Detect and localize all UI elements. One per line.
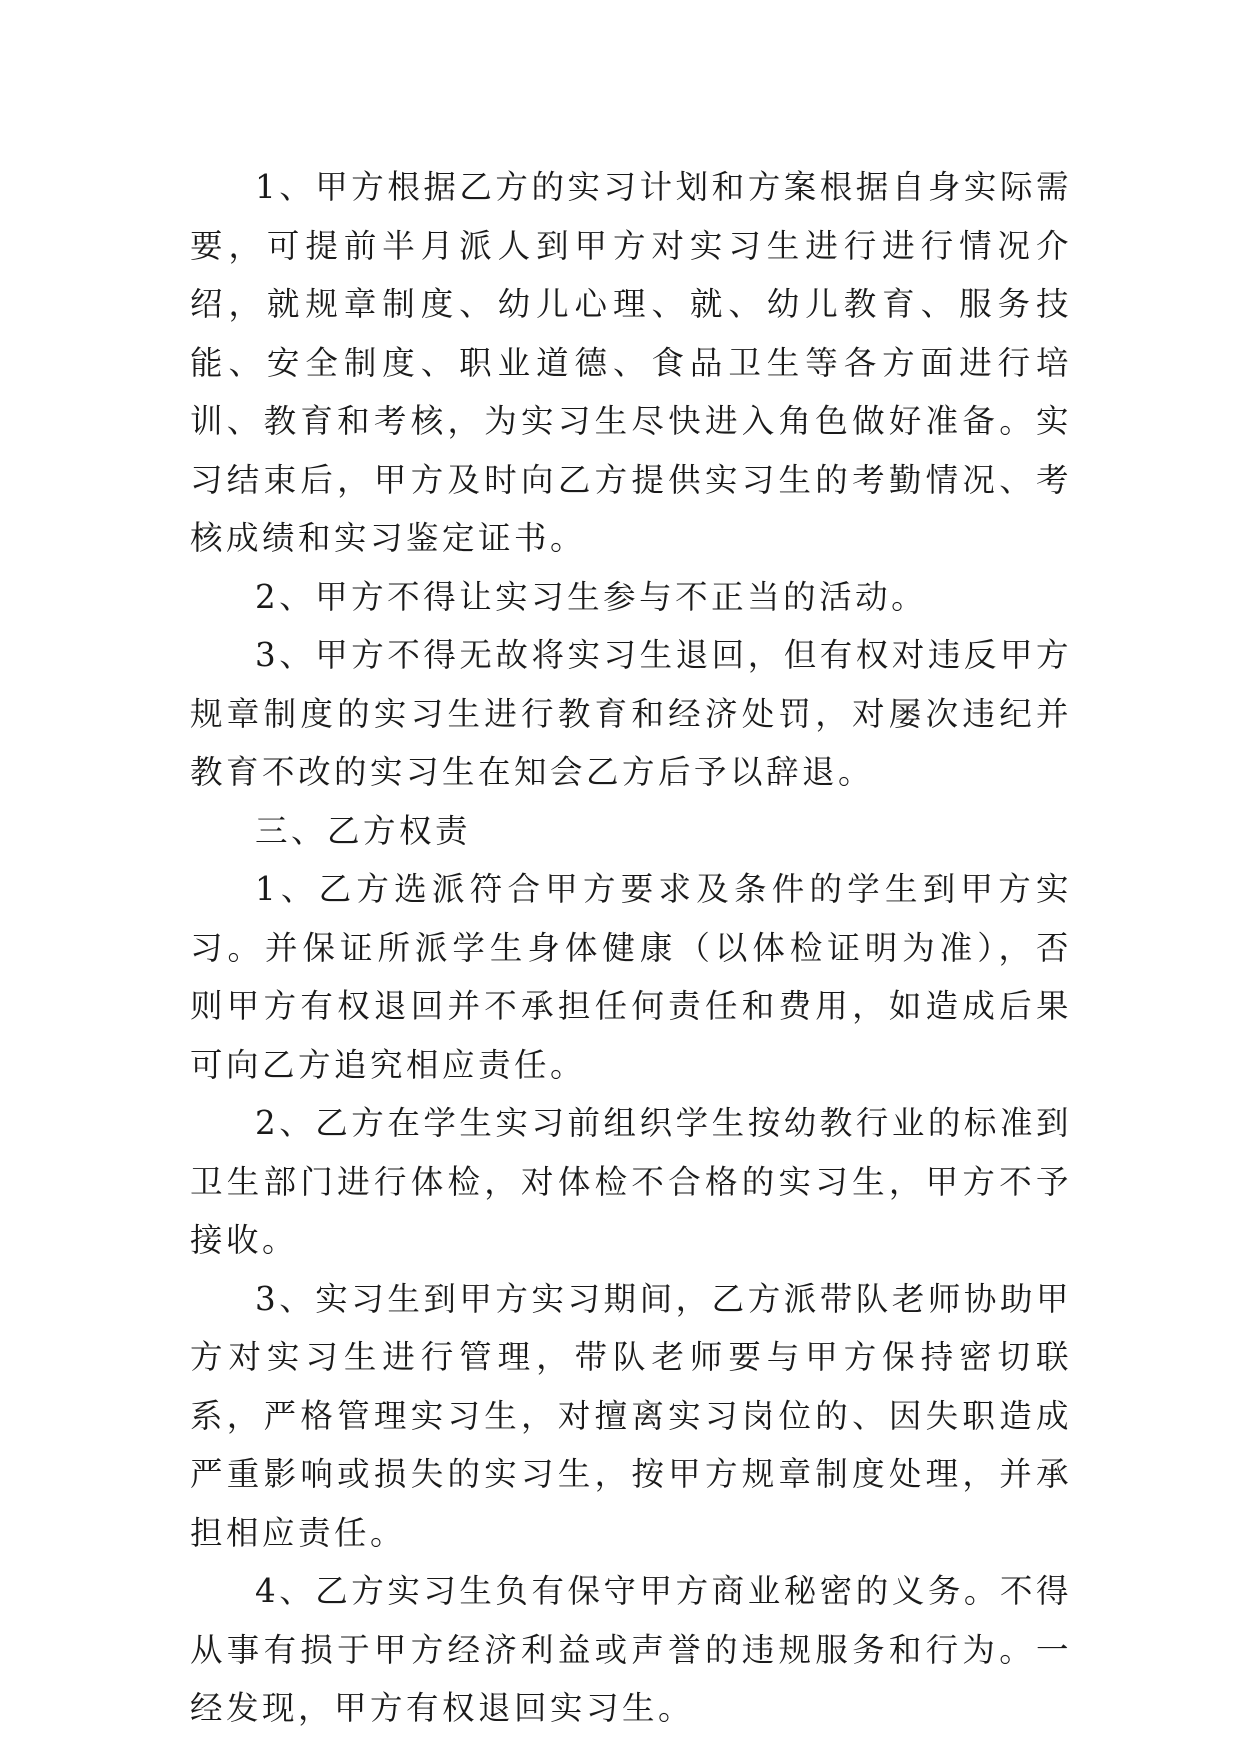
section-heading-party-b-duties: 三、乙方权责 — [255, 811, 472, 850]
clause-2-party-a-no-improper-activities: 2、甲方不得让实习生参与不正当的活动。 — [255, 577, 928, 616]
clause-1-party-b-selection: 1、乙方选派符合甲方要求及条件的学生到甲方实习。并保证所派学生身体健康（以体检证明为准），否则甲方有权退回并不承担任何责任和费用，如造成后果可向乙方追究相应责任。 — [190, 870, 1072, 1084]
clause-2-party-b-health-check: 2、乙方在学生实习前组织学生按幼教行业的标准到卫生部门进行体检，对体检不合格的实习生，甲方不予接收。 — [190, 1104, 1072, 1259]
clause-3-party-b-supervision: 3、实习生到甲方实习期间，乙方派带队老师协助甲方对实习生进行管理，带队老师要与甲方保持密切联系，严格管理实习生，对擅离实习岗位的、因失职造成严重影响或损失的实习生，按甲方规章制度处理，并承担相应责任。 — [190, 1279, 1072, 1552]
document-page — [190, 158, 1072, 1738]
clause-3-party-a-no-return: 3、甲方不得无故将实习生退回，但有权对违反甲方规章制度的实习生进行教育和经济处罚，对屡次违纪并教育不改的实习生在知会乙方后予以辞退。 — [190, 636, 1072, 791]
clause-1-party-a-training: 1、甲方根据乙方的实习计划和方案根据自身实际需要，可提前半月派人到甲方对实习生进行进行情况介绍，就规章制度、幼儿心理、就、幼儿教育、服务技能、安全制度、职业道德、食品卫生等各方面进行培训、教育和考核，为实习生尽快进入角色做好准备。实习结束后，甲方及时向乙方提供实习生的考勤情况、考核成绩和实习鉴定证书。 — [190, 168, 1072, 557]
clause-4-party-b-confidentiality: 4、乙方实习生负有保守甲方商业秘密的义务。不得从事有损于甲方经济利益或声誉的违规服务和行为。一经发现，甲方有权退回实习生。 — [190, 1572, 1072, 1727]
